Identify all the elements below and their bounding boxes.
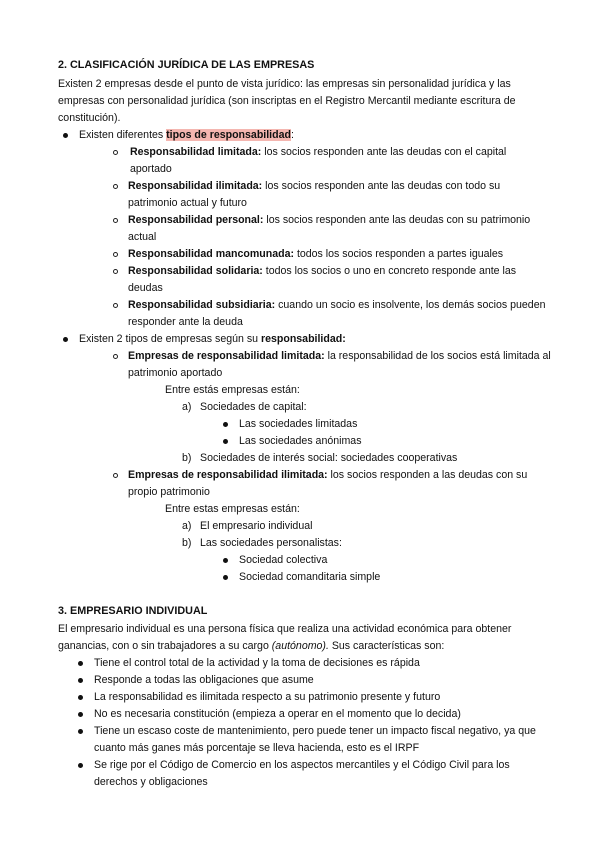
resp-desc: todos los socios o uno en concreto responde ante las [262, 265, 517, 277]
bullet-icon [78, 763, 83, 768]
intro-text: ganancias, con o sin trabajadores a su cargo [58, 640, 272, 652]
resp-desc: cuando un socio es insolvente, los demás socios pueden [275, 299, 546, 311]
bullet-icon [78, 661, 83, 666]
resp-desc: los socios responden ante las deudas con el capital [261, 146, 507, 158]
capital-companies: Sociedades de capital: [200, 401, 307, 413]
list-item: Tiene un escaso coste de mantenimiento, pero puede tener un impacto fiscal negativo, ya que [94, 725, 536, 737]
circle-bullet-icon [113, 150, 118, 155]
circle-bullet-icon [113, 473, 118, 478]
resp-desc: los socios responden ante las deudas con su patrimonio [263, 214, 531, 226]
resp-item-subsidiaria-cont: responder ante la deuda [128, 316, 243, 328]
list-item-responsibility-types [79, 127, 294, 144]
resp-item-mancomunada [128, 246, 503, 263]
circle-bullet-icon [113, 269, 118, 274]
resp-item-limitada-cont: aportado [130, 163, 172, 175]
limited-companies-item [128, 348, 551, 365]
bullet-icon [78, 712, 83, 717]
intro-text: Sus características son: [328, 640, 445, 652]
bullet-icon [223, 439, 228, 444]
resp-term: Responsabilidad subsidiaria: [128, 299, 276, 311]
bullet-icon [223, 422, 228, 427]
list-item: Se rige por el Código de Comercio en los aspectos mercantiles y el Código Civil para los [94, 759, 510, 771]
list-item-text: Existen 2 tipos de empresas según su [79, 333, 261, 345]
list-item: Sociedad comanditaria simple [239, 571, 381, 583]
desc: los socios responden a las deudas con su [327, 469, 528, 481]
resp-item-ilimitada-cont: patrimonio actual y futuro [128, 197, 247, 209]
list-item: Sociedad colectiva [239, 554, 328, 566]
list-marker: a) [182, 401, 192, 413]
list-item-bold: responsabilidad: [260, 333, 346, 345]
resp-item-personal [128, 212, 530, 229]
list-item: Las sociedades anónimas [239, 435, 362, 447]
s3-intro-line-2 [58, 638, 444, 655]
list-item-punct: : [290, 129, 294, 141]
personal-companies: Las sociedades personalistas: [200, 537, 342, 549]
limited-companies-cont: patrimonio aportado [128, 367, 223, 379]
resp-desc: los socios responden ante las deudas con todo su [262, 180, 501, 192]
list-item: Las sociedades limitadas [239, 418, 358, 430]
circle-bullet-icon [113, 303, 118, 308]
bullet-icon [223, 558, 228, 563]
bullet-icon [78, 729, 83, 734]
term: Empresas de responsabilidad limitada: [128, 350, 325, 362]
resp-item-personal-cont: actual [128, 231, 157, 243]
s2-intro-line-1: Existen 2 empresas desde el punto de vista jurídico: las empresas sin personalidad jurídica y las [58, 78, 511, 90]
resp-term: Responsabilidad mancomunada: [128, 248, 294, 260]
unlimited-companies-cont: propio patrimonio [128, 486, 210, 498]
resp-item-solidaria-cont: deudas [128, 282, 163, 294]
resp-term: Responsabilidad ilimitada: [128, 180, 263, 192]
social-interest-companies: Sociedades de interés social: sociedades cooperativas [200, 452, 458, 464]
s2-intro-line-3: constitución). [58, 112, 121, 124]
list-marker: a) [182, 520, 192, 532]
circle-bullet-icon [113, 218, 118, 223]
resp-term: Responsabilidad limitada: [130, 146, 262, 158]
resp-desc: todos los socios responden a partes iguales [294, 248, 504, 260]
circle-bullet-icon [113, 184, 118, 189]
bullet-icon [78, 695, 83, 700]
bullet-icon [63, 337, 68, 342]
bullet-icon [78, 678, 83, 683]
limited-companies-intro: Entre estás empresas están: [165, 384, 300, 396]
term: Empresas de responsabilidad ilimitada: [128, 469, 328, 481]
resp-term: Responsabilidad solidaria: [128, 265, 263, 277]
intro-italic: (autónomo). [271, 640, 329, 652]
resp-item-limitada [130, 144, 506, 161]
list-marker: b) [182, 537, 192, 549]
list-item: El empresario individual [200, 520, 313, 532]
section-2-heading: 2. CLASIFICACIÓN JURÍDICA DE LAS EMPRESAS [58, 59, 315, 71]
list-item: No es necesaria constitución (empieza a operar en el momento que lo decida) [94, 708, 461, 720]
bullet-icon [63, 133, 68, 138]
list-item: Tiene el control total de la actividad y la toma de decisiones es rápida [94, 657, 420, 669]
list-item-text: Existen diferentes [79, 129, 167, 141]
list-item-company-types [79, 331, 346, 348]
resp-item-solidaria [128, 263, 516, 280]
highlighted-term: tipos de responsabilidad [166, 129, 291, 141]
resp-item-subsidiaria [128, 297, 545, 314]
s2-intro-line-2: empresas con personalidad jurídica (son inscriptas en el Registro Mercantil mediante escritura de [58, 95, 516, 107]
resp-item-ilimitada [128, 178, 500, 195]
unlimited-companies-intro: Entre estas empresas están: [165, 503, 300, 515]
section-3-heading: 3. EMPRESARIO INDIVIDUAL [58, 605, 208, 617]
unlimited-companies-item [128, 467, 527, 484]
list-item-cont: derechos y obligaciones [94, 776, 208, 788]
s3-intro-line-1: El empresario individual es una persona física que realiza una actividad económica para obtener [58, 623, 512, 635]
list-item: Responde a todas las obligaciones que asume [94, 674, 314, 686]
resp-term: Responsabilidad personal: [128, 214, 264, 226]
circle-bullet-icon [113, 252, 118, 257]
list-marker: b) [182, 452, 192, 464]
circle-bullet-icon [113, 354, 118, 359]
list-item-cont: cuanto más ganes más porcentaje se lleva hacienda, esto es el IRPF [94, 742, 420, 754]
desc: la responsabilidad de los socios está limitada al [324, 350, 551, 362]
list-item: La responsabilidad es ilimitada respecto a su patrimonio presente y futuro [94, 691, 441, 703]
bullet-icon [223, 575, 228, 580]
